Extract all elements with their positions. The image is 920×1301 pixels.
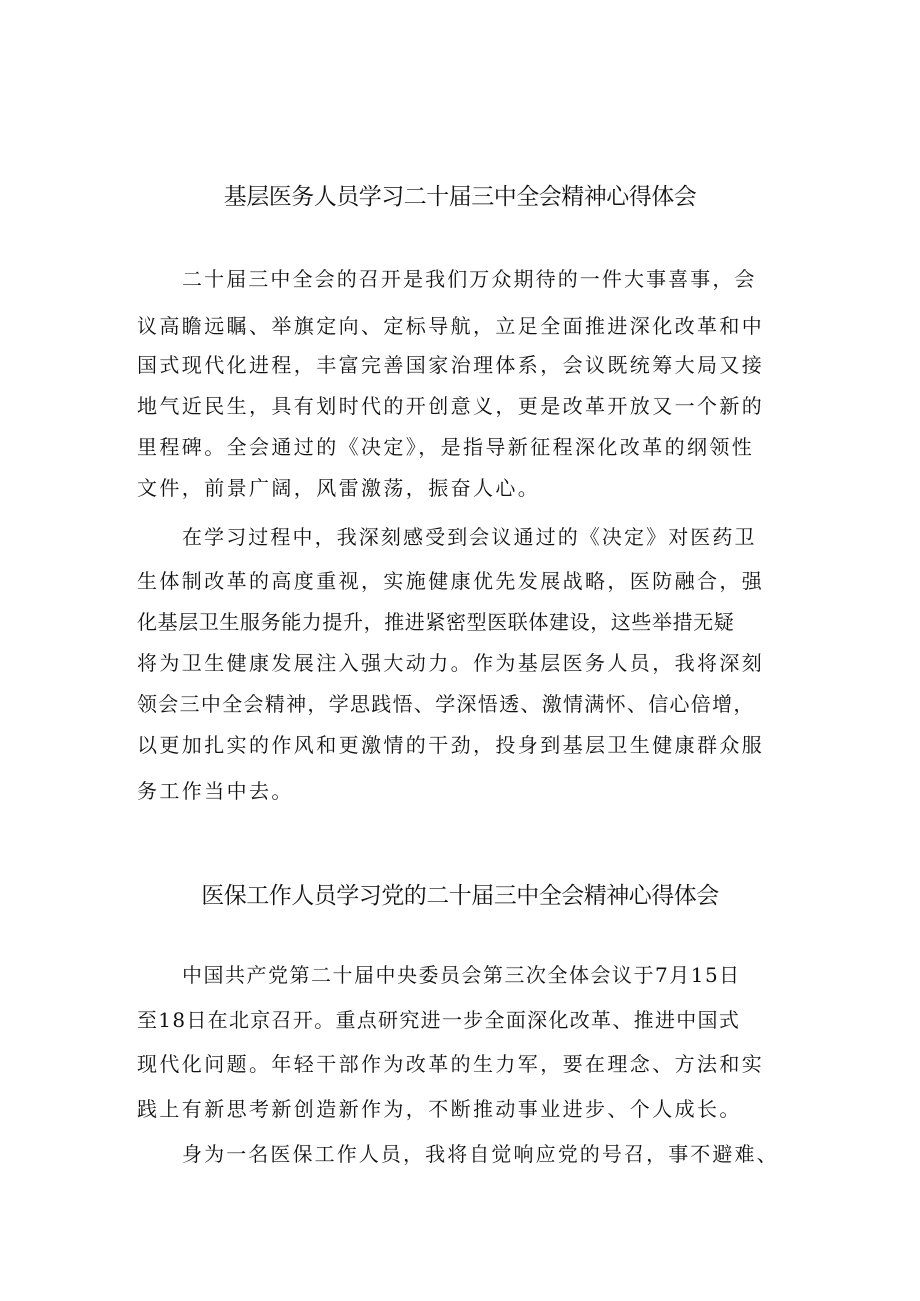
text-line: 里程碑。全会通过的《决定》，是指导新征程深化改革的纲领性: [137, 435, 755, 459]
text-line: 将为卫生健康发展注入强大动力。作为基层医务人员，我将深刻: [137, 651, 765, 675]
text-line: 国式现代化进程，丰富完善国家治理体系，会议既统筹大局又接: [137, 353, 765, 377]
text-line: 化基层卫生服务能力提升，推进紧密型医联体建设，这些举措无疑: [137, 610, 735, 634]
text-line: 地气近民生，具有划时代的开创意义，更是改革开放又一个新的: [137, 394, 765, 418]
text-line: 以更加扎实的作风和更激情的干劲，投身到基层卫生健康群众服: [137, 733, 765, 757]
text-line: 现代化问题。年轻干部作为改革的生力军，要在理念、方法和实: [137, 1052, 765, 1076]
text-line: 生体制改革的高度重视，实施健康优先发展战略，医防融合，强: [137, 569, 765, 593]
text-line: 二十届三中全会的召开是我们万众期待的一件大事喜事，会: [182, 267, 757, 291]
section-title-1: 基层医务人员学习二十届三中全会精神心得体会: [223, 184, 697, 210]
text-line: 身为一名医保工作人员，我将自觉响应党的号召，事不避难、: [182, 1142, 779, 1166]
text-line: 践上有新思考新创造新作为，不断推动事业进步、个人成长。: [137, 1097, 742, 1121]
text-line: 务工作当中去。: [137, 779, 294, 803]
section-title-2: 医保工作人员学习党的二十届三中全会精神心得体会: [201, 883, 719, 909]
text-line: 中国共产党第二十届中央委员会第三次全体会议于7月15日: [182, 963, 741, 987]
text-line: 在学习过程中，我深刻感受到会议通过的《决定》对医药卫: [182, 525, 757, 549]
text-line: 文件，前景广阔，风雷激荡，振奋人心。: [137, 476, 541, 500]
text-line: 议高瞻远瞩、举旗定向、定标导航，立足全面推进深化改革和中: [137, 314, 765, 338]
text-line: 领会三中全会精神，学思践悟、学深悟透、激情满怀、信心倍增，: [137, 692, 755, 716]
text-line: 至18日在北京召开。重点研究进一步全面深化改革、推进中国式: [137, 1008, 741, 1032]
